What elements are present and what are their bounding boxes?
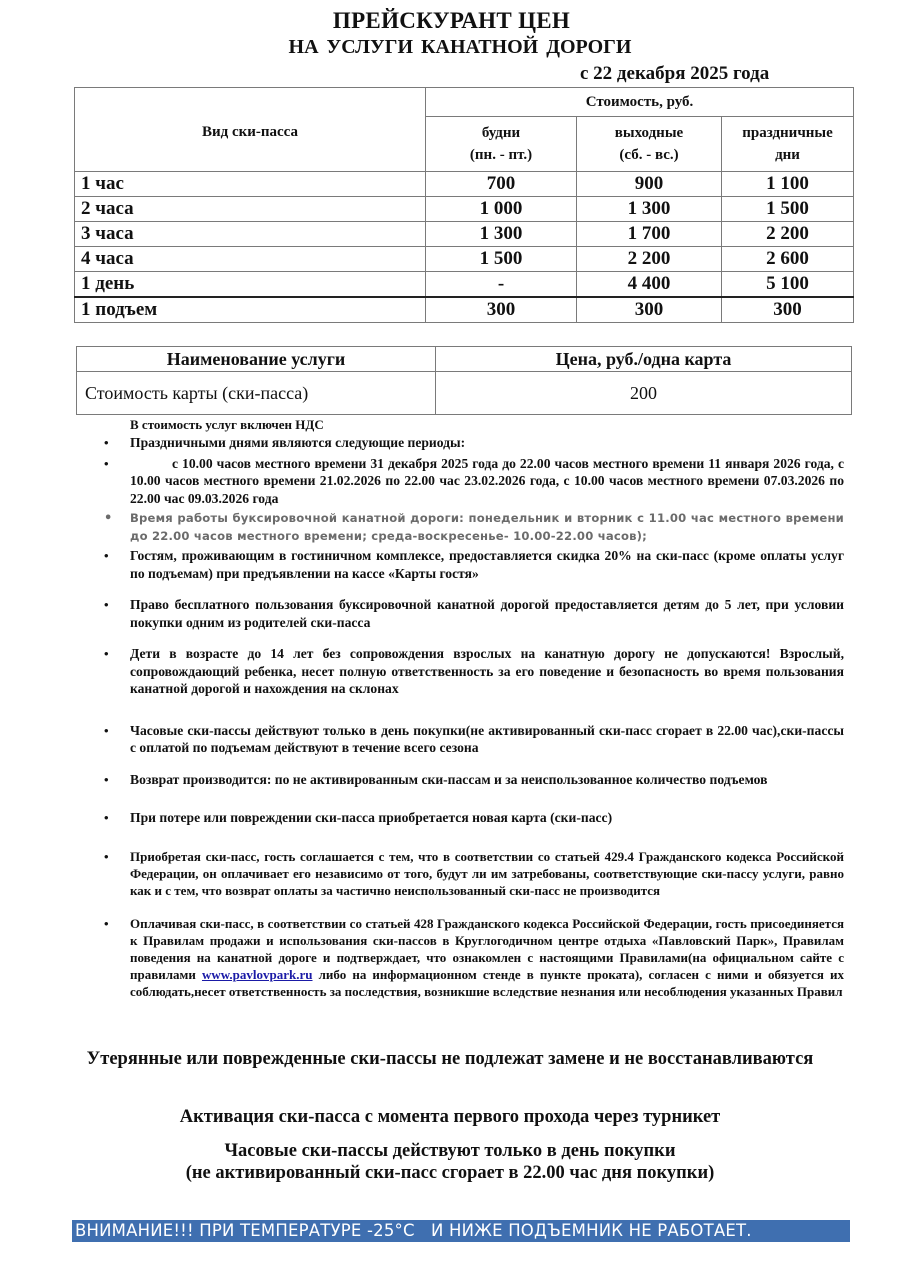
note-text: с 10.00 часов местного времени 31 декабря 2025 года до 22.00 часов местного времени 11 января 2026 года, с 10.00 часов местного времени 21.02.2026 по 22.00 час 23.02.2026 года, с 10.00 часов местного времени 07.03.2026 по 22.00 час 09.03.2026 года [130,455,844,506]
pass-kind: 1 подъем [75,297,426,323]
weekends-range: (сб. - вс.) [619,147,679,163]
website-link[interactable]: www.pavlovpark.ru [201,966,313,982]
vat-note: В стоимость услуг включен НДС [130,417,324,432]
list-item [104,771,844,789]
note-text: Время работы буксировочной канатной дороги: понедельник и вторник с 11.00 час местного времени до 22.00 часов местного времени; среда-воскресенье- 10.00-22.00 часов); [130,511,844,543]
note-text: Часовые ски-пассы действуют только в день покупки(не активированный ски-пасс сгорает в 22.00 час),ски-пассы с оплатой по подъемам действуют в течение всего сезона [130,722,844,755]
weekends-column-header [577,117,722,172]
note-text: Гостям, проживающим в гостиничном комплексе, предоставляется скидка 20% на ски-пасс (кроме оплаты услуг по подъемам) при предъявлении на кассе «Карты гостя» [130,548,844,581]
bullet-icon: • [104,511,113,526]
list-item [104,547,844,582]
bullet-icon: • [104,722,109,738]
note-text [130,916,844,999]
holidays-price: 5 100 [722,272,854,298]
list-item [104,722,844,757]
temperature-warning-banner: ВНИМАНИЕ!!! ПРИ ТЕМПЕРАТУРЕ -25°C И НИЖЕ ПОДЪЕМНИК НЕ РАБОТАЕТ. [72,1220,850,1242]
table-row [75,247,854,272]
card-price-table [76,346,852,415]
holidays-sub: дни [775,147,800,163]
list-item [104,645,844,698]
list-item [104,915,844,1000]
note-text: Дети в возрасте до 14 лет без сопровождения взрослых на канатную дорогу не допускаются! Взрослый, сопровождающий ребенка, несет полную ответственность за его поведение и безопасность во время пользования канатной дорогой и нахождения на склонах [130,646,844,696]
page-subtitle: НА УСЛУГИ КАНАТНОЙ ДОРОГИ [288,36,632,58]
bullet-icon: • [104,548,109,563]
hourly-pass-statement: Часовые ски-пассы действуют только в день покупки [224,1141,676,1161]
rules-text-start: Оплачивая ски-пасс, в соответствии со статьей 428 Гражданского кодекса Российской Федерации, гость присоединяется к Правилам продажи и использования ски-пассов в Круглогодичном центре отдыха «Павловский Парк», Правилам поведения на канатной дороге и подтверждает, что ознакомлен с настоящими Правилами(на официальном сайте с правилами [130,915,844,982]
rules-text-end: либо на информационном стенде в пункте проката), согласен с ними и обязуется их соблюдать,несет ответственность за последствия, возникшие вследствие незнания или несоблюдения указанных Правил [130,966,844,999]
list-item [104,455,844,508]
price-table [74,87,854,323]
weekdays-column-header [426,117,577,172]
table-row [75,272,854,298]
weekends-price: 300 [577,297,722,323]
holidays-price: 2 600 [722,247,854,272]
weekends-price: 4 400 [577,272,722,298]
pass-kind: 2 часа [75,197,426,222]
note-text: При потере или повреждении ски-пасса приобретается новая карта (ски-пасс) [130,810,613,825]
bullet-icon: • [104,597,109,612]
holidays-price: 300 [722,297,854,323]
weekdays-price: 1 300 [426,222,577,247]
weekdays-price: 1 500 [426,247,577,272]
service-name: Стоимость карты (ски-пасса) [77,372,436,415]
lost-pass-text: Утерянные или поврежденные ски-пассы не подлежат замене и не восстанавливаются [86,1049,814,1069]
activation-statement: Активация ски-пасса с момента первого прохода через турникет [179,1107,721,1127]
holidays-label: праздничные [742,125,833,141]
weekdays-label: будни [481,125,521,141]
note-text: Праздничными днями являются следующие периоды: [130,435,466,450]
list-item [104,510,844,545]
holidays-price: 2 200 [722,222,854,247]
weekdays-price: 1 000 [426,197,577,222]
weekdays-price: 300 [426,297,577,323]
kind-column-header: Вид ски-пасса [75,88,426,172]
card-table-header-row [77,347,852,372]
price-table-header-row [75,88,854,117]
service-price: 200 [436,372,852,415]
table-row [75,172,854,197]
price-column-header: Цена, руб./одна карта [436,347,852,372]
weekends-price: 1 300 [577,197,722,222]
weekends-price: 2 200 [577,247,722,272]
service-column-header: Наименование услуги [77,347,436,372]
bullet-icon: • [104,848,109,864]
list-item [104,848,844,899]
weekdays-range: (пн. - пт.) [469,147,533,163]
bullet-icon: • [104,646,109,661]
table-row [77,372,852,415]
weekends-price: 1 700 [577,222,722,247]
table-row [75,297,854,323]
weekends-price: 900 [577,172,722,197]
holidays-column-header [722,117,854,172]
note-text: Приобретая ски-пасс, гость соглашается с тем, что в соответствии со статьей 429.4 Гражданского кодекса Российской Федерации, он оплачивает его независимо от того, будут ли им затребованы, соответствующие ски-пассу услуги, равно как и с тем, что возврат оплаты за частично неиспользованный ски-пасс не производится [130,848,844,898]
bullet-icon: • [104,435,109,450]
hourly-pass-expiry-statement: (не активированный ски-пасс сгорает в 22.00 час дня покупки) [185,1163,715,1183]
bullet-icon: • [104,455,109,471]
notes-list [104,434,844,1000]
cost-column-header: Стоимость, руб. [426,88,854,117]
bullet-icon: • [104,810,109,825]
table-row [75,197,854,222]
pass-kind: 4 часа [75,247,426,272]
note-text: Право бесплатного пользования буксировочной канатной дорогой предоставляется детям до 5 лет, при условии покупки одним из родителей ски-пасса [130,597,844,630]
list-item [104,596,844,631]
pass-kind: 1 день [75,272,426,298]
list-item [104,434,844,452]
lost-pass-statement [0,1047,903,1071]
bullet-icon: • [104,915,109,931]
weekdays-price: - [426,272,577,298]
page-title: ПРЕЙСКУРАНТ ЦЕН [332,8,571,33]
list-item [104,809,844,827]
weekends-label: выходные [614,125,684,141]
holidays-price: 1 500 [722,197,854,222]
weekdays-price: 700 [426,172,577,197]
bullet-icon: • [104,771,109,787]
note-text: Возврат производится: по не активированным ски-пассам и за неиспользованное количество подъемов [130,771,768,787]
pass-kind: 1 час [75,172,426,197]
table-row [75,222,854,247]
effective-date: с 22 декабря 2025 года [580,63,770,84]
pass-kind: 3 часа [75,222,426,247]
holidays-price: 1 100 [722,172,854,197]
